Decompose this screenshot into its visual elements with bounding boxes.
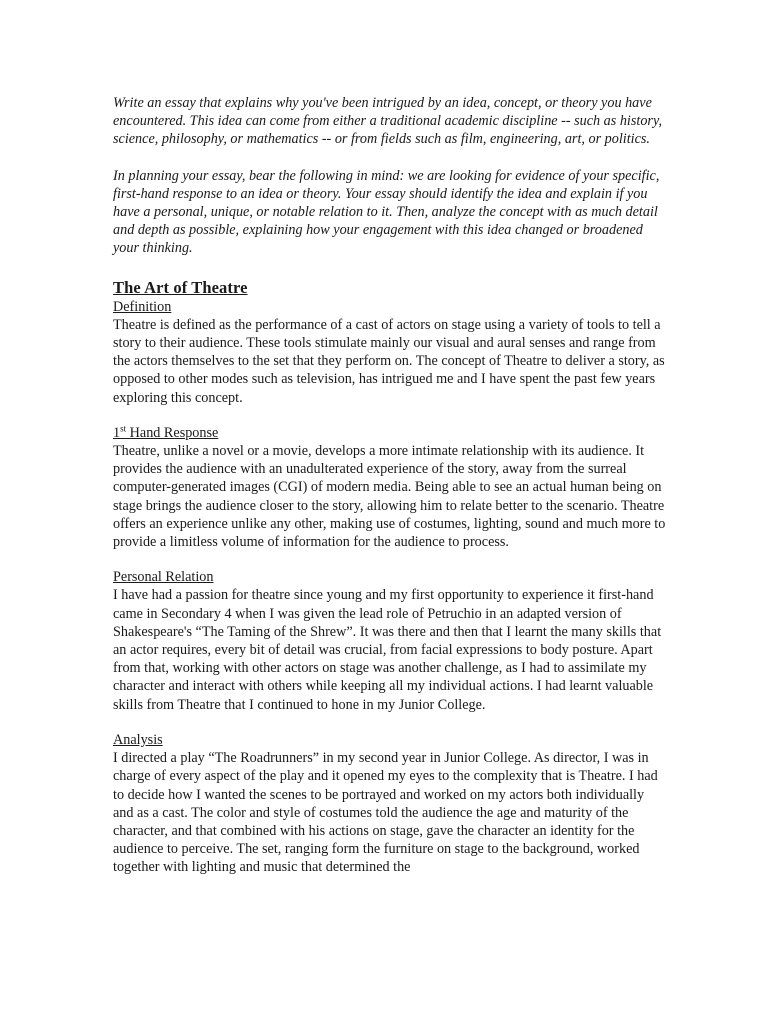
section-body: I directed a play “The Roadrunners” in my second year in Junior College. As director, I was in charge of every aspect of the play and it opened my eyes to the complexity that is Theatre. I had to decide how I wanted the scenes to be portrayed and worked on my actors both individually and as a cast. The color and style of costumes told the audience the age and maturity of the character, and that combined with his actions on stage, gave the character an identity for the audience to perceive. The set, ranging form the furniture on stage to the background, worked together with lighting and music that determined the: [113, 750, 658, 876]
prompt-paragraph: Write an essay that explains why you've been intrigued by an idea, concept, or theory you have encountered. This idea can come from either a traditional academic discipline -- such as history, science, philosophy, or mathematics -- or from fields such as film, engineering, art, or politics.: [113, 95, 663, 148]
heading-text: Hand Response: [126, 424, 219, 441]
section-heading: [113, 424, 668, 442]
section-first-hand-response: [113, 424, 668, 551]
essay-prompt: [113, 94, 668, 258]
section-body: I have had a passion for theatre since young and my first opportunity to experience it first-hand came in Secondary 4 when I was given the lead role of Petruchio in an adapted version of Shakespeare's “The Taming of the Shrew”. It was there and then that I learnt the many skills that an actor requires, every bit of detail was crucial, from facial expressions to body posture. Apart from that, working with other actors on stage was another challenge, as I had to assimilate my character and interact with others while keeping all my individual actions. I had learnt valuable skills from Theatre that I continued to hone in my Junior College.: [113, 587, 662, 713]
section-heading: Personal Relation: [113, 569, 214, 586]
prompt-paragraph: In planning your essay, bear the following in mind: we are looking for evidence of your specific, first-hand response to an idea or theory. Your essay should identify the idea and explain if you have a personal, unique, or notable relation to it. Then, analyze the concept with as much detail and depth as possible, explaining how your engagement with this idea changed or broadened your thinking.: [113, 167, 660, 257]
heading-number: 1: [113, 424, 121, 441]
section-heading: Analysis: [113, 731, 163, 748]
section-body: Theatre, unlike a novel or a movie, develops a more intimate relationship with its audience. It provides the audience with an unadulterated experience of the story, away from the surreal computer-generated images (CGI) of modern media. Being able to see an actual human being on stage brings the audience closer to the story, allowing him to relate better to the scenario. Theatre offers an experience unlike any other, making use of costumes, lighting, sound and much more to provide a limitless volume of information for the audience to process.: [113, 443, 666, 551]
section-analysis: [113, 731, 668, 877]
section-definition: [113, 298, 668, 407]
essay-title: The Art of Theatre: [113, 277, 248, 297]
section-heading: Definition: [113, 298, 172, 315]
heading-ordinal-suffix: st: [120, 423, 127, 434]
section-personal-relation: [113, 568, 668, 714]
section-body: Theatre is defined as the performance of a cast of actors on stage using a variety of tools to tell a story to their audience. These tools stimulate mainly our visual and aural senses and range from the actors themselves to the set that they perform on. The concept of Theatre to deliver a story, as opposed to other modes such as television, has intrigued me and I have spent the past few years exploring this concept.: [113, 316, 665, 406]
